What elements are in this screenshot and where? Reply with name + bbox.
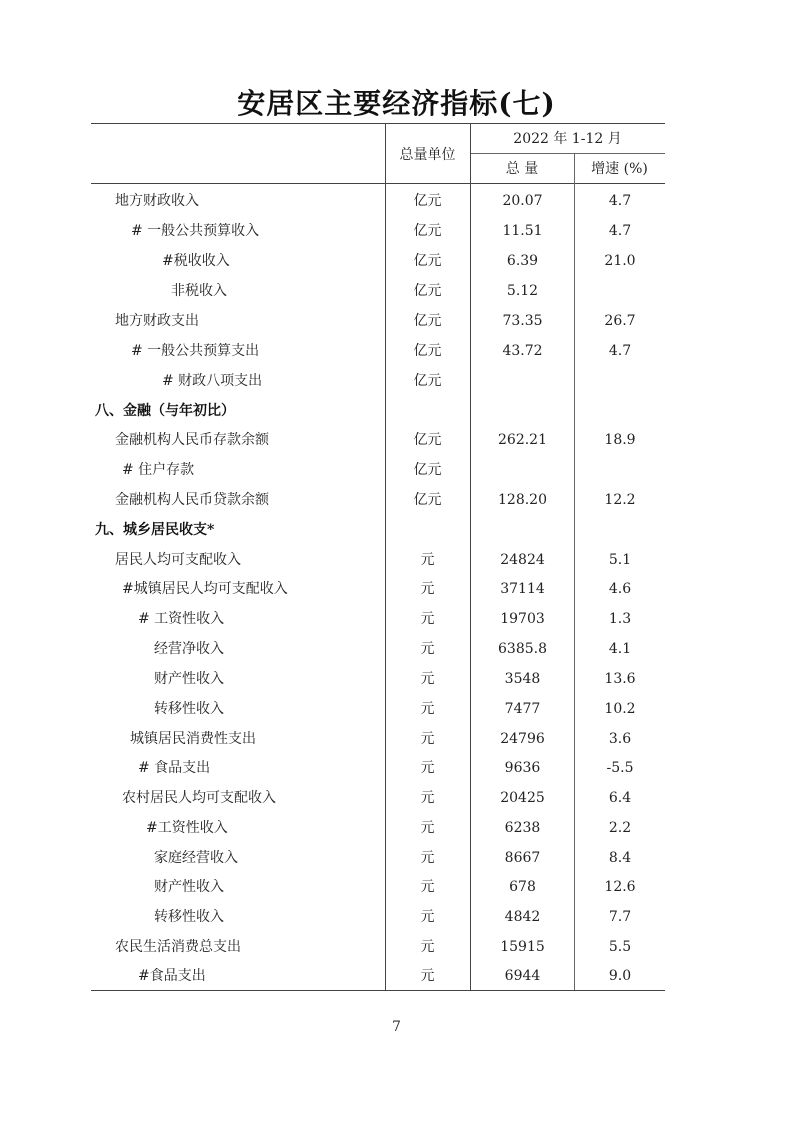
table-row bbox=[91, 425, 665, 455]
row-name: 非税收入 bbox=[171, 283, 227, 299]
row-growth: 3.6 bbox=[608, 731, 632, 747]
row-growth: 4.7 bbox=[608, 193, 632, 209]
row-unit: 元 bbox=[420, 850, 435, 866]
row-name: 经营净收入 bbox=[154, 641, 224, 657]
row-growth: 7.7 bbox=[608, 909, 632, 925]
table-row bbox=[91, 336, 665, 366]
row-unit: 元 bbox=[420, 731, 435, 747]
row-unit: 元 bbox=[420, 552, 435, 568]
row-unit: 亿元 bbox=[413, 432, 442, 448]
row-name: 农民生活消费总支出 bbox=[115, 939, 241, 955]
table-row bbox=[91, 724, 665, 754]
period-underline bbox=[470, 153, 665, 154]
row-total: 43.72 bbox=[502, 343, 543, 359]
table-row bbox=[91, 753, 665, 783]
row-unit: 元 bbox=[420, 701, 435, 717]
row-unit: 元 bbox=[420, 581, 435, 597]
row-growth: 26.7 bbox=[604, 313, 636, 329]
table-row bbox=[91, 604, 665, 634]
table-row bbox=[91, 306, 665, 336]
table-row bbox=[91, 574, 665, 604]
row-total: 6385.8 bbox=[498, 641, 547, 657]
row-total: 73.35 bbox=[502, 313, 543, 329]
row-name: 财产性收入 bbox=[154, 879, 224, 895]
table-row bbox=[91, 455, 665, 485]
row-total bbox=[471, 455, 574, 485]
row-total: 9636 bbox=[504, 760, 541, 776]
row-name: 居民人均可支配收入 bbox=[115, 552, 241, 568]
row-growth: 21.0 bbox=[604, 253, 636, 269]
row-unit: 元 bbox=[420, 968, 435, 984]
table-row bbox=[91, 366, 665, 396]
row-name: 转移性收入 bbox=[154, 701, 224, 717]
section-heading: 八、金融（与年初比） bbox=[95, 403, 235, 419]
row-growth: -5.5 bbox=[606, 760, 634, 776]
row-total: 6238 bbox=[504, 820, 541, 836]
table-row bbox=[91, 664, 665, 694]
section-heading: 九、城乡居民收支* bbox=[95, 522, 215, 538]
table-row bbox=[91, 485, 665, 515]
row-total: 19703 bbox=[500, 611, 545, 627]
row-growth: 18.9 bbox=[604, 432, 636, 448]
header-growth: 增速 (%) bbox=[591, 161, 648, 177]
row-unit bbox=[385, 396, 470, 426]
table-row bbox=[91, 843, 665, 873]
row-unit: 元 bbox=[420, 909, 435, 925]
row-growth bbox=[575, 366, 665, 396]
row-name: 城镇居民消费性支出 bbox=[130, 731, 256, 747]
row-growth bbox=[575, 396, 665, 426]
row-unit: 元 bbox=[420, 641, 435, 657]
row-name: # 一般公共预算收入 bbox=[131, 223, 260, 239]
row-growth bbox=[575, 276, 665, 306]
row-growth: 5.1 bbox=[608, 552, 632, 568]
row-total: 262.21 bbox=[498, 432, 547, 448]
row-name: 地方财政收入 bbox=[115, 193, 199, 209]
table-top-rule bbox=[91, 123, 665, 124]
row-name: 地方财政支出 bbox=[115, 313, 199, 329]
table-row bbox=[91, 276, 665, 306]
row-growth: 4.7 bbox=[608, 343, 632, 359]
row-total bbox=[471, 366, 574, 396]
row-total bbox=[471, 515, 574, 545]
row-total: 128.20 bbox=[498, 492, 547, 508]
row-total: 3548 bbox=[504, 671, 541, 687]
page-title: 安居区主要经济指标(七) bbox=[237, 87, 556, 120]
table-row bbox=[91, 545, 665, 575]
row-total: 24796 bbox=[500, 731, 545, 747]
table-row bbox=[91, 872, 665, 902]
row-name: # 财政八项支出 bbox=[162, 373, 263, 389]
row-total: 20425 bbox=[500, 790, 545, 806]
table-row bbox=[91, 246, 665, 276]
row-name: #工资性收入 bbox=[146, 820, 228, 836]
row-unit: 元 bbox=[420, 879, 435, 895]
row-total: 4842 bbox=[504, 909, 541, 925]
row-growth: 4.6 bbox=[608, 581, 632, 597]
row-total: 6.39 bbox=[506, 253, 539, 269]
row-growth: 5.5 bbox=[608, 939, 632, 955]
row-total: 37114 bbox=[500, 581, 545, 597]
row-unit: 亿元 bbox=[413, 373, 442, 389]
row-total: 20.07 bbox=[502, 193, 543, 209]
table-row bbox=[91, 932, 665, 962]
row-name: # 食品支出 bbox=[138, 760, 211, 776]
table-row bbox=[91, 634, 665, 664]
row-total: 7477 bbox=[504, 701, 541, 717]
page-number: 7 bbox=[392, 1019, 401, 1035]
row-name: # 一般公共预算支出 bbox=[131, 343, 260, 359]
row-unit: 亿元 bbox=[413, 223, 442, 239]
header-total: 总 量 bbox=[505, 161, 539, 177]
row-unit bbox=[385, 515, 470, 545]
row-total: 5.12 bbox=[506, 283, 539, 299]
table-row bbox=[91, 961, 665, 991]
row-unit: 亿元 bbox=[413, 343, 442, 359]
row-growth: 4.1 bbox=[608, 641, 632, 657]
row-unit: 亿元 bbox=[413, 193, 442, 209]
table-row bbox=[91, 902, 665, 932]
row-total: 6944 bbox=[504, 968, 541, 984]
row-name: 转移性收入 bbox=[154, 909, 224, 925]
row-growth: 9.0 bbox=[608, 968, 632, 984]
row-unit: 元 bbox=[420, 611, 435, 627]
row-growth: 4.7 bbox=[608, 223, 632, 239]
row-name: 家庭经营收入 bbox=[154, 850, 238, 866]
table-row bbox=[91, 813, 665, 843]
row-unit: 元 bbox=[420, 790, 435, 806]
row-name: 金融机构人民币存款余额 bbox=[115, 432, 269, 448]
table-row bbox=[91, 694, 665, 724]
row-unit: 元 bbox=[420, 939, 435, 955]
row-name: # 住户存款 bbox=[122, 462, 195, 478]
header-bottom-rule bbox=[91, 183, 665, 184]
row-growth: 12.2 bbox=[604, 492, 636, 508]
row-unit: 亿元 bbox=[413, 492, 442, 508]
row-name: #食品支出 bbox=[138, 968, 206, 984]
row-name: 财产性收入 bbox=[154, 671, 224, 687]
row-growth: 8.4 bbox=[608, 850, 632, 866]
header-unit: 总量单位 bbox=[399, 147, 456, 163]
row-growth: 10.2 bbox=[604, 701, 636, 717]
table-row bbox=[91, 783, 665, 813]
row-unit: 亿元 bbox=[413, 253, 442, 269]
row-name: 农村居民人均可支配收入 bbox=[122, 790, 276, 806]
row-growth: 1.3 bbox=[608, 611, 632, 627]
table-row bbox=[91, 515, 665, 545]
row-total: 15915 bbox=[500, 939, 545, 955]
row-unit: 亿元 bbox=[413, 313, 442, 329]
table-row bbox=[91, 186, 665, 216]
row-growth: 12.6 bbox=[604, 879, 636, 895]
table-row bbox=[91, 396, 665, 426]
row-name: 金融机构人民币贷款余额 bbox=[115, 492, 269, 508]
row-total bbox=[471, 396, 574, 426]
row-name: # 工资性收入 bbox=[138, 611, 225, 627]
row-total: 678 bbox=[509, 879, 536, 895]
header-period: 2022 年 1-12 月 bbox=[513, 131, 622, 147]
row-growth: 13.6 bbox=[604, 671, 636, 687]
row-total: 11.51 bbox=[502, 223, 543, 239]
row-growth bbox=[575, 455, 665, 485]
row-unit: 元 bbox=[420, 760, 435, 776]
row-growth bbox=[575, 515, 665, 545]
row-unit: 元 bbox=[420, 820, 435, 836]
row-unit: 元 bbox=[420, 671, 435, 687]
row-name: #税收收入 bbox=[162, 253, 230, 269]
row-name: #城镇居民人均可支配收入 bbox=[122, 581, 288, 597]
row-total: 24824 bbox=[500, 552, 545, 568]
row-growth: 6.4 bbox=[608, 790, 632, 806]
row-growth: 2.2 bbox=[608, 820, 632, 836]
row-total: 8667 bbox=[504, 850, 541, 866]
row-unit: 亿元 bbox=[413, 283, 442, 299]
table-row bbox=[91, 216, 665, 246]
row-unit: 亿元 bbox=[413, 462, 442, 478]
